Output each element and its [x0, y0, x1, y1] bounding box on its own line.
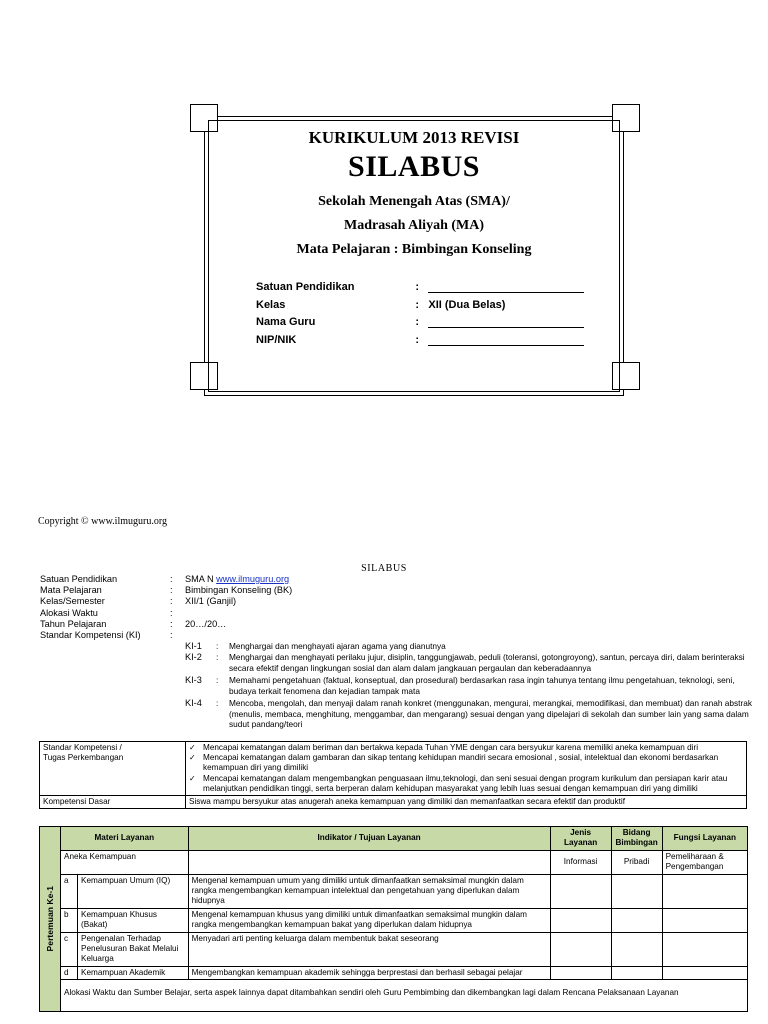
- header-materi: Materi Layanan: [61, 827, 189, 851]
- ki-colon: :: [216, 652, 219, 662]
- info-colon: :: [170, 618, 173, 629]
- row-letter: a: [61, 874, 78, 908]
- pertemuan-label: Pertemuan Ke-1: [44, 886, 55, 952]
- row-jenis: [550, 966, 611, 979]
- layanan-topic-row: [40, 850, 748, 874]
- identity-row: [256, 315, 588, 333]
- row-indikator: Mengenal kemampuan khusus yang dimiliki untuk dimanfaatkan semaksimal mungkin dalam rangka mengembangkan kemampuan bakat yang diperlukan dalam hidupnya: [188, 908, 550, 932]
- row-jenis: [550, 874, 611, 908]
- sk-item: [189, 774, 743, 794]
- info-colon: :: [170, 607, 173, 618]
- info-row: [40, 596, 292, 607]
- row-materi: Kemampuan Khusus (Bakat): [78, 908, 189, 932]
- sk-item: [189, 753, 743, 773]
- info-row: [40, 619, 292, 630]
- identity-blank: [428, 280, 588, 298]
- ki-colon: :: [216, 641, 219, 651]
- row-fungsi: [662, 932, 747, 966]
- sk-item-text: Mencapai kematangan dalam mengembangkan penguasaan ilmu,teknologi, dan seni sesuai dengan program kurikulum dan persiapan karir atau melanjutkan pendidikan tinggi, serta berperan dalam kehidupan masyarakat yang lebih luas sesuai dengan kemampuan diri yang dimiliki: [203, 773, 728, 793]
- identity-blank: [428, 333, 588, 351]
- row-indikator: Mengembangkan kemampuan akademik sehingga berprestasi dan berhasil sebagai pelajar: [188, 966, 550, 979]
- ki-code: KI-4: [185, 698, 202, 708]
- identity-colon: :: [415, 281, 420, 293]
- kd-row: [40, 796, 747, 809]
- ki-code: KI-2: [185, 652, 202, 662]
- school-type-1: Sekolah Menengah Atas (SMA)/: [318, 194, 510, 209]
- standar-kompetensi-table: [39, 741, 747, 809]
- identity-row: [256, 280, 588, 298]
- row-indikator: Menyadari arti penting keluarga dalam membentuk bakat seseorang: [188, 932, 550, 966]
- ki-code: KI-3: [185, 675, 202, 685]
- identity-label: NIP/NIK: [256, 333, 297, 346]
- header-jenis: Jenis Layanan: [550, 827, 611, 851]
- website-link[interactable]: www.ilmuguru.org: [216, 574, 290, 584]
- identity-table: [256, 280, 588, 350]
- ki-text: Memahami pengetahuan (faktual, konseptual, dan prosedural) berdasarkan rasa ingin tahunya tentang ilmu pengetahuan, teknologi, seni, budaya terkait fenomena dan kejadian tampak mata: [229, 675, 735, 696]
- info-colon: :: [170, 596, 173, 607]
- info-value: Bimbingan Konseling (BK): [185, 585, 293, 596]
- check-icon: ✓: [189, 773, 196, 783]
- sk-item-text: Mencapai kematangan dalam beriman dan bertakwa kepada Tuhan YME dengan cara bersyukur karena memiliki aneka kemampuan diri: [203, 743, 699, 752]
- info-label: Tahun Pelajaran: [40, 618, 107, 629]
- copyright-text: Copyright © www.ilmuguru.org: [38, 516, 167, 527]
- info-label: Satuan Pendidikan: [40, 574, 118, 584]
- info-label: Kelas/Semester: [40, 596, 105, 607]
- info-colon: :: [170, 630, 173, 641]
- header-bidang: Bidang Bimbingan: [611, 827, 662, 851]
- ki-colon: :: [216, 698, 219, 708]
- fungsi-value: Pemeliharaan & Pengembangan: [662, 850, 747, 874]
- jenis-value: Informasi: [550, 850, 611, 874]
- check-icon: ✓: [189, 753, 196, 763]
- identity-blank: [428, 315, 588, 333]
- header-indikator: Indikator / Tujuan Layanan: [188, 827, 550, 851]
- info-colon: :: [170, 585, 173, 596]
- sk-label-cell: [40, 742, 186, 796]
- row-fungsi: [662, 908, 747, 932]
- kd-text: Siswa mampu bersyukur atas anugerah aneka kemampuan yang dimiliki dan memanfaatkan secara efektif dan produktif: [186, 796, 747, 809]
- row-bidang: [611, 932, 662, 966]
- check-icon: ✓: [189, 743, 196, 752]
- row-materi: Kemampuan Umum (IQ): [78, 874, 189, 908]
- row-bidang: [611, 908, 662, 932]
- row-letter: d: [61, 966, 78, 979]
- layanan-header-row: [40, 827, 748, 851]
- info-colon: :: [170, 574, 173, 584]
- header-fungsi: Fungsi Layanan: [662, 827, 747, 851]
- row-letter: c: [61, 932, 78, 966]
- bidang-value: Pribadi: [611, 850, 662, 874]
- curriculum-title: KURIKULUM 2013 REVISI: [308, 128, 520, 147]
- table-row: [40, 908, 748, 932]
- row-fungsi: [662, 874, 747, 908]
- identity-label: Kelas: [256, 298, 286, 311]
- silabus-heading: SILABUS: [361, 563, 407, 574]
- identity-label: Satuan Pendidikan: [256, 281, 355, 293]
- subject-line: Mata Pelajaran : Bimbingan Konseling: [296, 242, 532, 257]
- info-row: [40, 608, 292, 619]
- info-row: [40, 630, 292, 641]
- table-row: [40, 874, 748, 908]
- ki-text: Menghargai dan menghayati ajaran agama yang dianutnya: [229, 641, 446, 651]
- row-letter: b: [61, 908, 78, 932]
- row-indikator: Mengenal kemampuan umum yang dimiliki untuk dimanfaatkan semaksimal mungkin dalam rangka mengembangkan kemampuan intelektual dan pengetahuan yang diperlukan dalam hidupnya: [188, 874, 550, 908]
- row-bidang: [611, 966, 662, 979]
- topic-indikator-cell: [188, 850, 550, 874]
- silabus-info: [40, 574, 292, 641]
- identity-colon: :: [415, 298, 420, 311]
- info-row: [40, 585, 292, 596]
- identity-label: Nama Guru: [256, 316, 316, 328]
- layanan-footer-row: [40, 980, 748, 1011]
- ki-text: Mencoba, mengolah, dan menyaji dalam ranah konkret (menggunakan, mengurai, merangkai, memodifikasi, dan membuat) dan ranah abstrak (menulis, membaca, menghitung, menggambar, dan mengarang) sesuai dengan yang dipelajari di sekolah dan sumber lain yang sama dalam sudut pandang/teori: [229, 698, 752, 730]
- row-jenis: [550, 932, 611, 966]
- info-value: XII/1 (Ganjil): [185, 596, 237, 607]
- row-bidang: [611, 874, 662, 908]
- table-row: [40, 932, 748, 966]
- sk-label-line1: Standar Kompetensi /: [43, 743, 122, 752]
- row-jenis: [550, 908, 611, 932]
- info-value: [185, 574, 289, 585]
- sk-row: [40, 742, 747, 796]
- sk-item-text: Mencapai kematangan dalam gambaran dan sikap tentang kehidupan mandiri secara emosional , sosial, intelektual dan ekonomi berdasarkan kemampuan diri yang dimiliki: [203, 753, 719, 773]
- info-row: [40, 574, 292, 585]
- identity-colon: :: [415, 333, 420, 346]
- layanan-footer-note: Alokasi Waktu dan Sumber Belajar, serta aspek lainnya dapat ditambahkan sendiri oleh Guru Pembimbing dan dikembangkan lagi dalam Rencana Pelaksanaan Layanan: [61, 980, 748, 1011]
- info-label: Standar Kompetensi (KI): [40, 630, 141, 641]
- identity-row: [256, 298, 588, 316]
- cover-frame: [186, 104, 588, 418]
- pertemuan-cell: [40, 827, 61, 1012]
- identity-value: XII (Dua Belas): [428, 298, 506, 311]
- row-fungsi: [662, 966, 747, 979]
- kd-label: Kompetensi Dasar: [40, 796, 186, 809]
- silabus-title: SILABUS: [348, 150, 480, 183]
- identity-row: [256, 333, 588, 351]
- ki-code: KI-1: [185, 641, 202, 651]
- identity-colon: :: [415, 316, 420, 328]
- table-row: [40, 966, 748, 979]
- sk-label-line2: Tugas Perkembangan: [43, 753, 124, 763]
- school-type-2: Madrasah Aliyah (MA): [344, 218, 484, 233]
- school-name: SMA N: [185, 574, 214, 584]
- row-materi: Kemampuan Akademik: [78, 966, 189, 979]
- row-materi: Pengenalan Terhadap Penelusuran Bakat Melalui Keluarga: [78, 932, 189, 966]
- ki-colon: :: [216, 675, 219, 685]
- info-label: Alokasi Waktu: [40, 607, 98, 618]
- info-label: Mata Pelajaran: [40, 585, 102, 596]
- topic-cell: Aneka Kemampuan: [61, 850, 189, 874]
- sk-items-cell: [186, 742, 747, 796]
- info-value: 20…/20…: [185, 618, 227, 629]
- ki-text: Menghargai dan menghayati perilaku jujur, disiplin, tanggungjawab, peduli (toleransi, gotongroyong), santun, percaya diri, dalam berinteraksi secara efektif dengan lingkungan sosial dan alam dalam jangkauan pergaulan dan keberadaannya: [229, 652, 745, 673]
- layanan-table: [39, 826, 748, 1012]
- sk-item: [189, 743, 743, 753]
